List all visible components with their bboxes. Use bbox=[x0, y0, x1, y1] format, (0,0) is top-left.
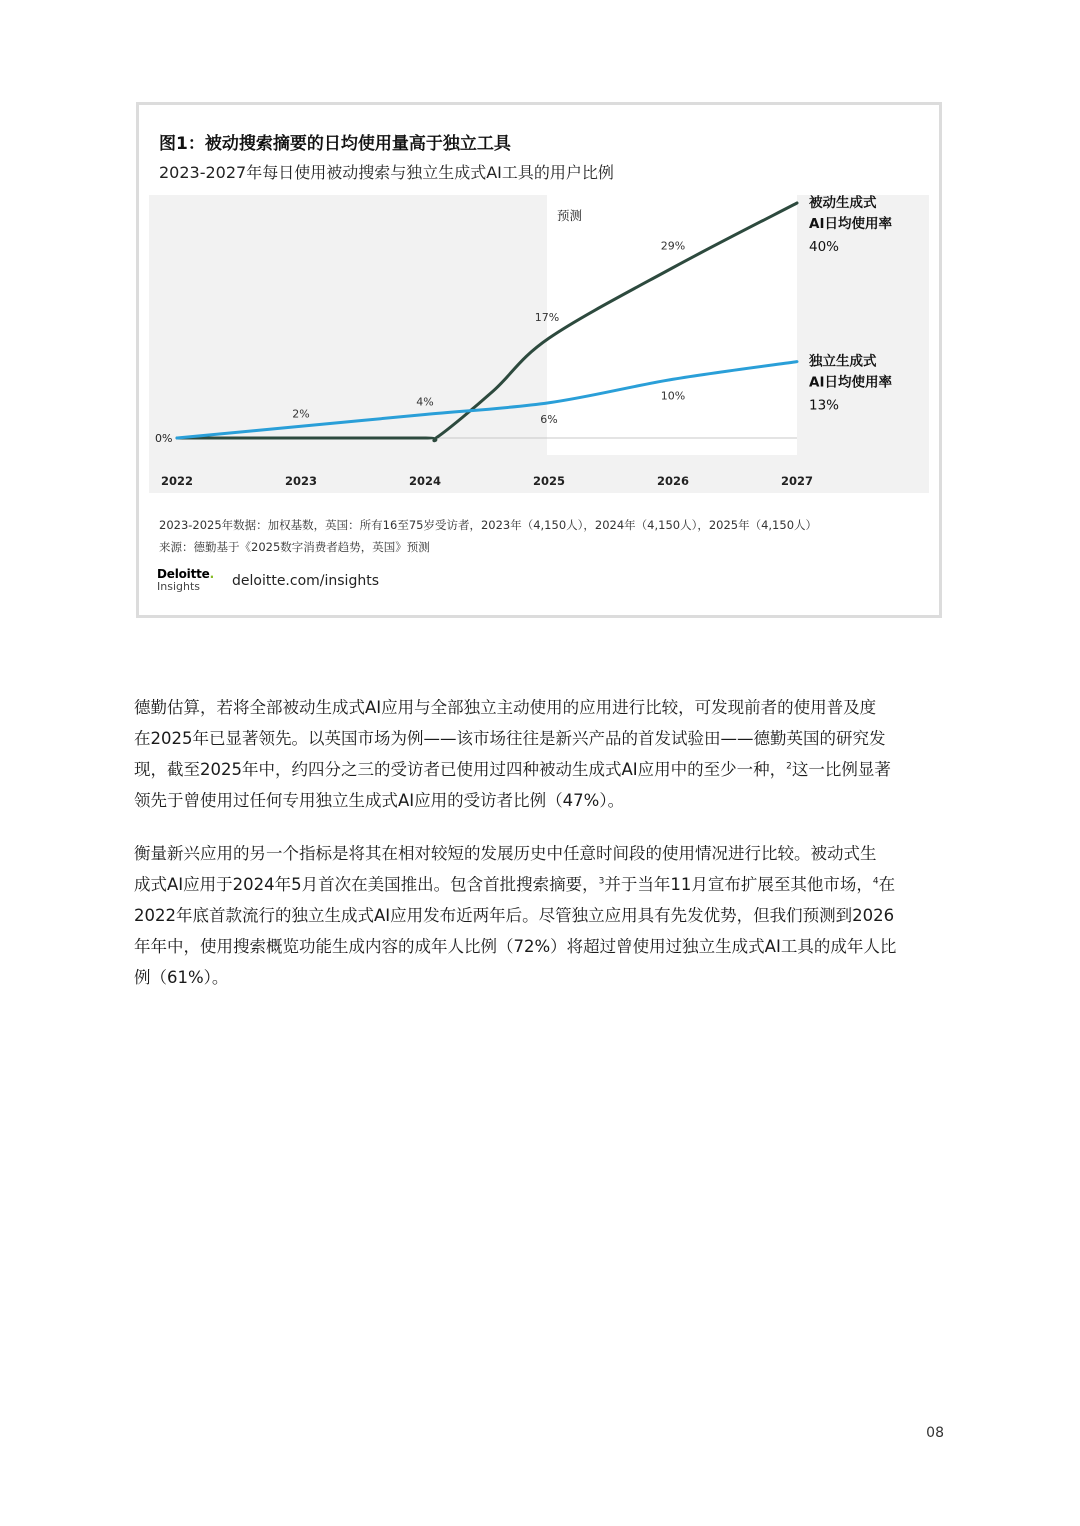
data-label: 10% bbox=[660, 389, 686, 403]
body-paragraph-1 bbox=[134, 692, 942, 816]
text-segment: 并于当年11月宣布扩展至其他市场， bbox=[604, 875, 873, 894]
x-tick-label: 2026 bbox=[656, 474, 690, 488]
logo-wordmark bbox=[157, 568, 214, 580]
line-chart bbox=[149, 195, 929, 493]
x-axis-ticks bbox=[161, 474, 813, 488]
series-name-line2: AI日均使用率 bbox=[809, 216, 892, 232]
text-line: 德勤估算，若将全部被动生成式AI应用与全部独立主动使用的应用进行比较，可发现前者的使用普及度 bbox=[134, 698, 877, 717]
forecast-region bbox=[547, 195, 797, 455]
data-label: 29% bbox=[660, 239, 686, 253]
text-line bbox=[134, 754, 942, 785]
text-segment: 成式AI应用于2024年5月首次在美国推出。包含首批搜索摘要， bbox=[134, 875, 599, 894]
figure-container bbox=[136, 102, 942, 618]
x-tick-label: 2025 bbox=[532, 474, 566, 488]
chart-svg bbox=[149, 195, 929, 493]
series-name-line1: 被动生成式 bbox=[809, 195, 877, 211]
data-label: 2% bbox=[292, 407, 310, 421]
text-line: 在2025年已显著领先。以英国市场为例——该市场往往是新兴产品的首发试验田——德勤英国的研究发 bbox=[134, 729, 886, 748]
figure-note-base: 2023-2025年数据：加权基数，英国：所有16至75岁受访者，2023年（4,150人），2024年（4,150人），2025年（4,150人） bbox=[159, 518, 818, 532]
logo-subtext: Insights bbox=[157, 580, 201, 593]
footnote-ref-4[interactable]: 4 bbox=[872, 876, 879, 887]
insights-link[interactable]: deloitte.com/insights bbox=[232, 573, 379, 589]
footnote-ref-2[interactable]: 2 bbox=[786, 761, 792, 772]
data-label: 17% bbox=[534, 311, 560, 325]
y-zero-label: 0% bbox=[155, 432, 173, 445]
text-segment: 现，截至2025年中，约四分之三的受访者已使用过四种被动生成式AI应用中的至少一种， bbox=[134, 760, 787, 779]
series-name-line2: AI日均使用率 bbox=[809, 374, 892, 391]
deloitte-insights-logo bbox=[157, 568, 214, 592]
series-end-value: 13% bbox=[809, 397, 840, 414]
series-legend bbox=[808, 195, 892, 414]
text-segment: 这一比例显著 bbox=[791, 760, 891, 779]
text-line: 领先于曾使用过任何专用独立生成式AI应用的受访者比例（47%）。 bbox=[134, 791, 625, 810]
data-label: 6% bbox=[540, 412, 558, 426]
figure-note-source: 来源：德勤基于《2025数字消费者趋势，英国》预测 bbox=[159, 540, 430, 554]
series-name-line1: 独立生成式 bbox=[809, 353, 877, 370]
x-tick-label: 2024 bbox=[408, 474, 442, 488]
logo-dot: . bbox=[209, 567, 214, 581]
logo-word: Deloitte bbox=[157, 567, 210, 581]
text-line: 例（61%）。 bbox=[134, 968, 229, 987]
forecast-label: 预测 bbox=[557, 208, 583, 223]
data-label: 4% bbox=[416, 395, 434, 409]
text-line: 衡量新兴应用的另一个指标是将其在相对较短的发展历史中任意时间段的使用情况进行比较。被动式生 bbox=[134, 844, 877, 863]
text-segment: 在 bbox=[878, 875, 896, 894]
page-number: 08 bbox=[926, 1425, 944, 1441]
x-tick-label: 2027 bbox=[780, 474, 814, 488]
x-tick-label: 2022 bbox=[160, 474, 194, 488]
text-line bbox=[134, 869, 942, 900]
text-line: 2022年底首款流行的独立生成式AI应用发布近两年后。尽管独立应用具有先发优势，但我们预测到2026 bbox=[134, 906, 895, 925]
series-end-value: 40% bbox=[809, 239, 840, 255]
x-tick-label: 2023 bbox=[284, 474, 318, 488]
footnote-ref-3[interactable]: 3 bbox=[598, 876, 605, 887]
figure-title: 图1：被动搜索摘要的日均使用量高于独立工具 bbox=[159, 134, 511, 154]
body-paragraph-2 bbox=[134, 838, 942, 993]
figure-subtitle: 2023-2027年每日使用被动搜索与独立生成式AI工具的用户比例 bbox=[159, 163, 614, 182]
text-line: 年年中，使用搜索概览功能生成内容的成年人比例（72%）将超过曾使用过独立生成式AI工具的成年人比 bbox=[134, 937, 897, 956]
